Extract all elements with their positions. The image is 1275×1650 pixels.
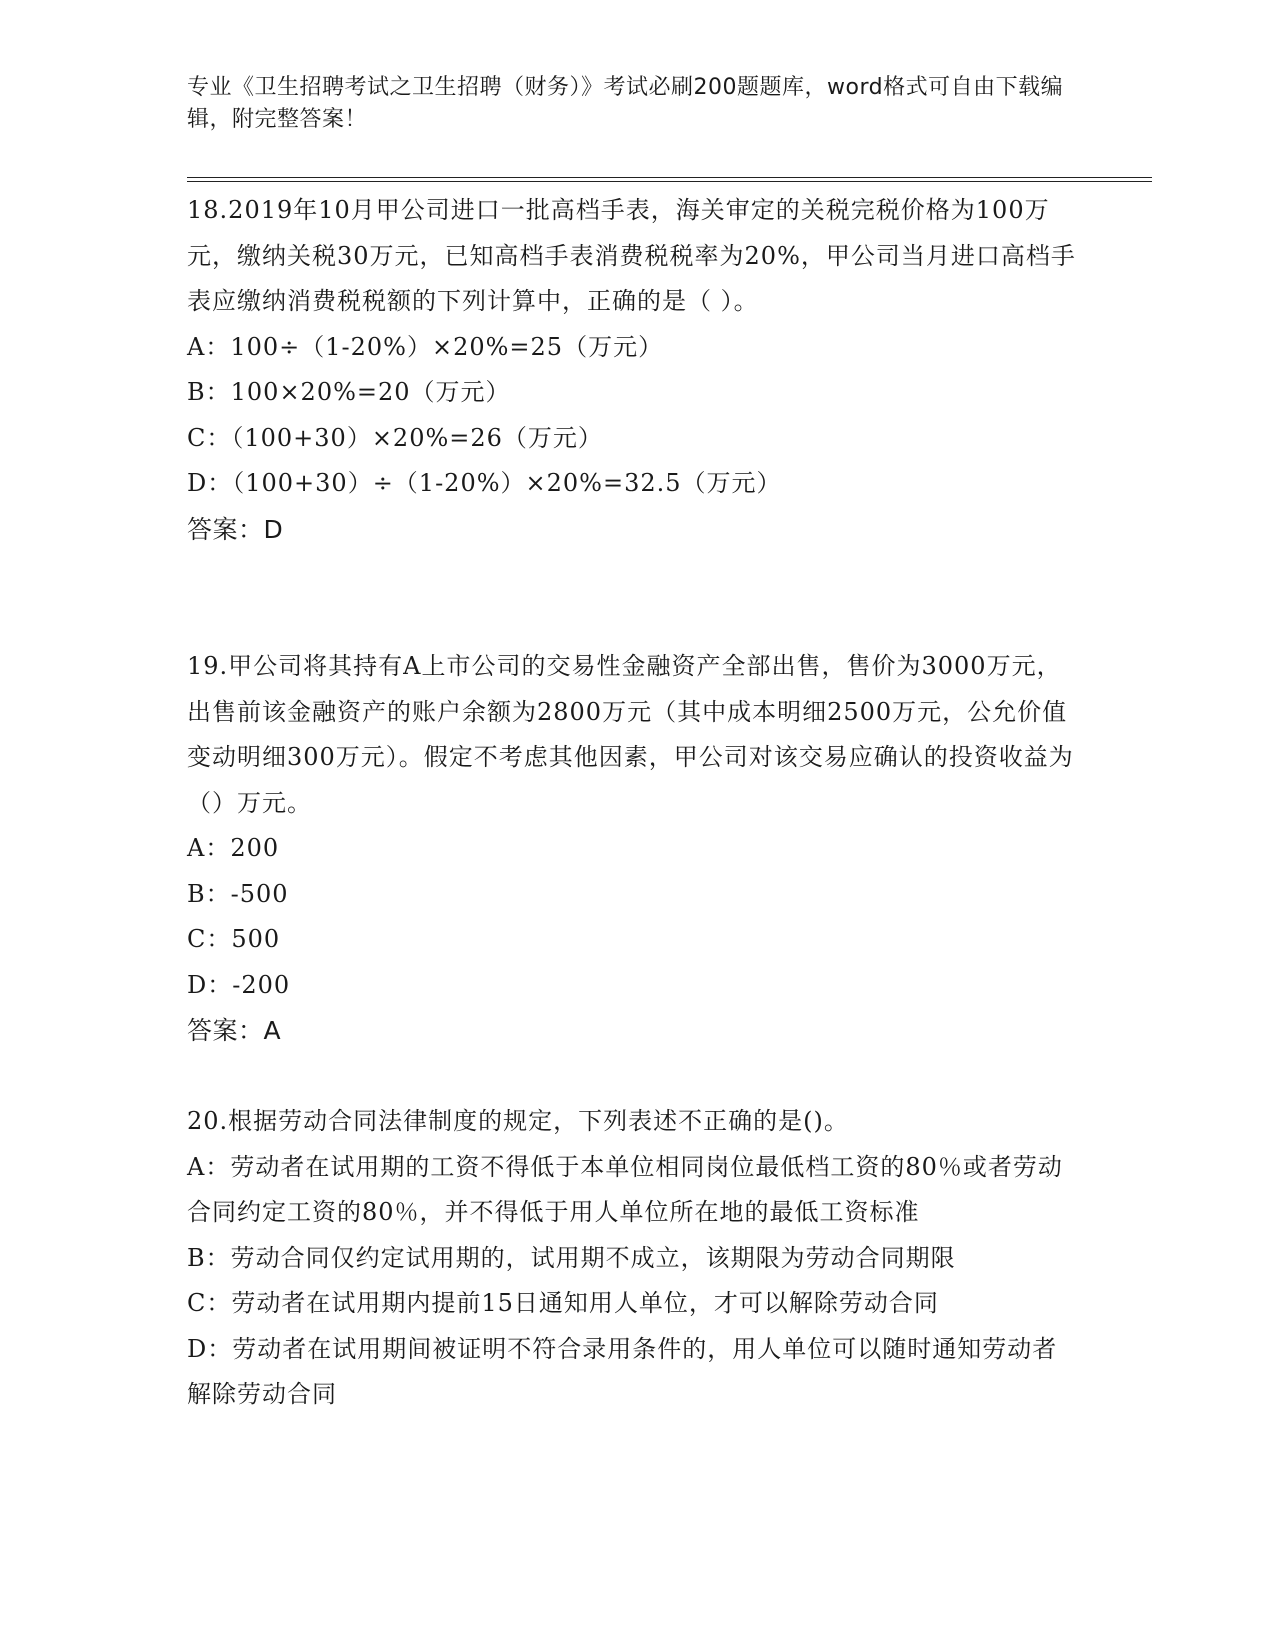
option-b: B：-500	[187, 879, 289, 908]
question-stem: 20.根据劳动合同法律制度的规定，下列表述不正确的是()。	[187, 1107, 849, 1135]
question-18	[187, 188, 1077, 552]
option-d: D：劳动者在试用期间被证明不符合录用条件的，用人单位可以随时通知劳动者解除劳动合同	[187, 1334, 1058, 1408]
header-divider	[187, 177, 1152, 182]
answer-line: 答案：D	[187, 514, 284, 544]
question-20	[187, 1099, 1077, 1418]
option-d: D：-200	[187, 970, 291, 999]
option-d: D：（100+30）÷（1-20%）×20%=32.5（万元）	[187, 469, 782, 497]
question-stem: 19.甲公司将其持有A上市公司的交易性金融资产全部出售，售价为3000万元，出售前该金融资产的账户余额为2800万元（其中成本明细2500万元，公允价值变动明细300万元）。假定不考虑其他因素，甲公司对该交易应确认的投资收益为（）万元。	[187, 652, 1074, 817]
option-c: C：（100+30）×20%=26（万元）	[187, 423, 603, 452]
option-c: C：500	[187, 925, 281, 953]
option-a: A：200	[187, 834, 280, 862]
option-b: B：劳动合同仅约定试用期的，试用期不成立，该期限为劳动合同期限	[187, 1243, 956, 1272]
option-c: C：劳动者在试用期内提前15日通知用人单位，才可以解除劳动合同	[187, 1289, 939, 1317]
question-19	[187, 644, 1077, 1054]
document-header: 专业《卫生招聘考试之卫生招聘（财务）》考试必刷200题题库，word格式可自由下载编辑，附完整答案！	[187, 75, 1064, 132]
option-a: A：100÷（1-20%）×20%=25（万元）	[187, 332, 664, 361]
question-stem: 18.2019年10月甲公司进口一批高档手表，海关审定的关税完税价格为100万元，缴纳关税30万元，已知高档手表消费税税率为20%，甲公司当月进口高档手表应缴纳消费税税额的下列计算中，正确的是（ ）。	[187, 196, 1076, 315]
answer-line: 答案：A	[187, 1016, 282, 1045]
option-a: A：劳动者在试用期的工资不得低于本单位相同岗位最低档工资的80％或者劳动合同约定工资的80％，并不得低于用人单位所在地的最低工资标准	[187, 1152, 1063, 1226]
option-b: B：100×20%=20（万元）	[187, 378, 511, 406]
